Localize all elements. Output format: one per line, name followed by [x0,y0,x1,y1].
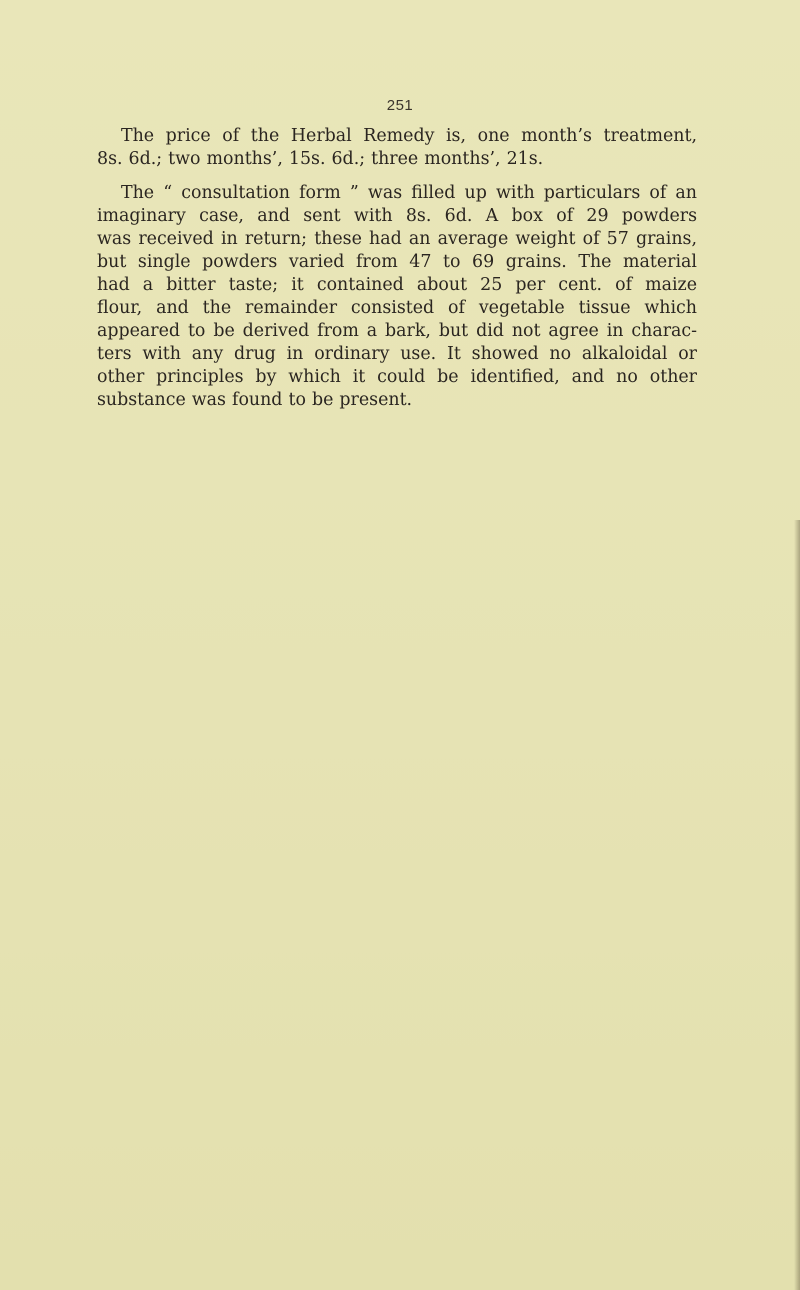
text-line: but single powders varied from 47 to 69 grains. The material [97,252,697,272]
text-line: other principles by which it could be identified, and no other [97,367,697,387]
text-line: The “ consultation form ” was filled up with particulars of an [121,183,697,203]
text-line: The price of the Herbal Remedy is, one month’s treatment, [121,126,697,146]
paragraph-analysis [97,182,697,412]
page-number: 251 [386,97,414,114]
text-line: appeared to be derived from a bark, but did not agree in charac- [97,321,697,341]
paragraph-price [97,125,697,171]
text-line: had a bitter taste; it contained about 25 per cent. of maize [97,275,697,295]
text-line: 8s. 6d.; two months’, 15s. 6d.; three months’, 21s. [97,149,544,169]
text-line: ters with any drug in ordinary use. It showed no alkaloidal or [97,344,697,364]
page-edge-shadow [794,520,800,1290]
text-line: imaginary case, and sent with 8s. 6d. A box of 29 powders [97,206,697,226]
text-line: was received in return; these had an average weight of 57 grains, [97,229,697,249]
text-line: substance was found to be present. [97,390,413,410]
text-line: flour, and the remainder consisted of vegetable tissue which [97,298,697,318]
